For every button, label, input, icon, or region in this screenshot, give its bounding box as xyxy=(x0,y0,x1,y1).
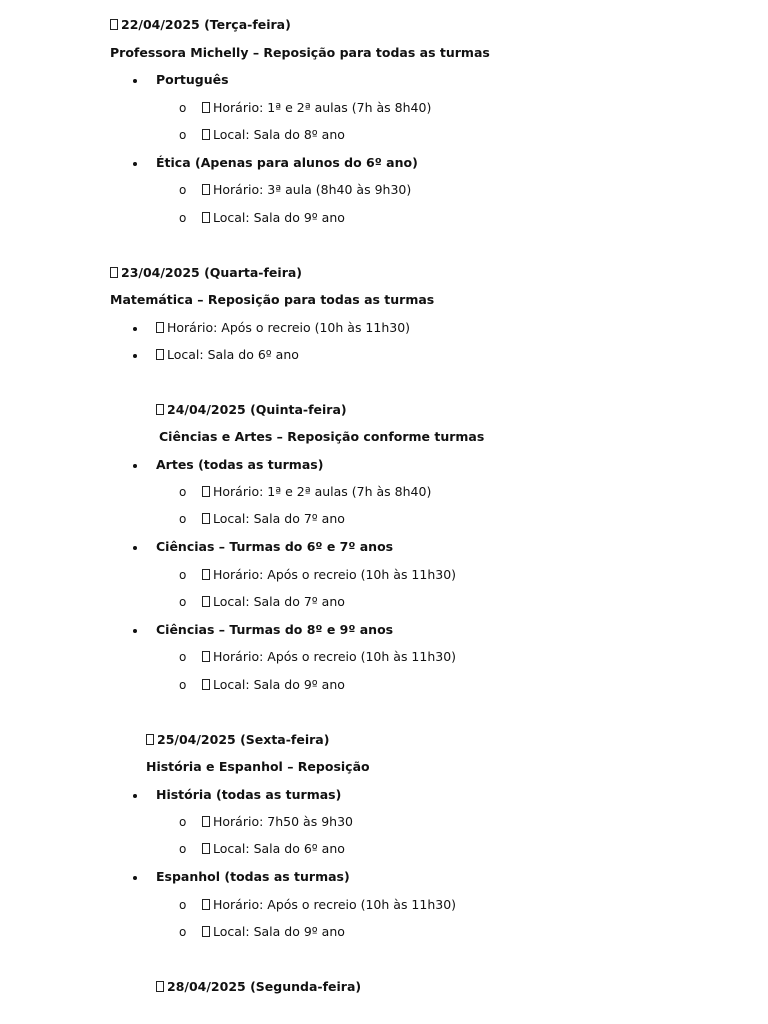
schedule-time xyxy=(156,320,410,336)
clock-icon xyxy=(202,651,210,662)
location-icon xyxy=(202,679,210,690)
subject-title: História (todas as turmas) xyxy=(156,787,342,802)
schedule-place xyxy=(202,677,345,693)
location-icon xyxy=(156,349,164,360)
bullet-circle: o xyxy=(179,842,187,856)
schedule-place xyxy=(202,127,345,143)
schedule-time xyxy=(202,649,456,665)
schedule-time-text: Horário: 1ª e 2ª aulas (7h às 8h40) xyxy=(213,100,432,115)
schedule-place-text: Local: Sala do 7º ano xyxy=(213,511,345,526)
bullet-disc xyxy=(133,622,137,638)
location-icon xyxy=(202,596,210,607)
date-heading-text: 28/04/2025 (Segunda-feira) xyxy=(167,979,362,994)
schedule-place xyxy=(202,210,345,226)
schedule-time xyxy=(202,484,431,500)
schedule-place-text: Local: Sala do 8º ano xyxy=(213,127,345,142)
schedule-time xyxy=(202,814,353,830)
date-heading xyxy=(146,732,329,748)
clock-icon xyxy=(202,899,210,910)
schedule-place xyxy=(202,594,345,610)
date-heading xyxy=(110,265,302,281)
schedule-place-text: Local: Sala do 9º ano xyxy=(213,924,345,939)
schedule-time xyxy=(202,182,411,198)
subject-title: Espanhol (todas as turmas) xyxy=(156,869,350,884)
clock-icon xyxy=(202,486,210,497)
calendar-icon xyxy=(110,267,118,278)
schedule-time-text: Horário: Após o recreio (10h às 11h30) xyxy=(213,897,457,912)
location-icon xyxy=(202,926,210,937)
clock-icon xyxy=(156,322,164,333)
bullet-disc xyxy=(133,539,137,555)
date-heading-text: 22/04/2025 (Terça-feira) xyxy=(121,17,291,32)
schedule-place xyxy=(202,924,345,940)
schedule-place-text: Local: Sala do 9º ano xyxy=(213,210,345,225)
bullet-circle: o xyxy=(179,485,187,499)
bullet-circle: o xyxy=(179,128,187,142)
subject-title: Português xyxy=(156,72,229,87)
bullet-circle: o xyxy=(179,183,187,197)
bullet-disc xyxy=(133,155,137,171)
date-heading-text: 25/04/2025 (Sexta-feira) xyxy=(157,732,330,747)
bullet-disc xyxy=(133,457,137,473)
clock-icon xyxy=(202,102,210,113)
bullet-disc xyxy=(133,869,137,885)
bullet-circle: o xyxy=(179,815,187,829)
bullet-circle: o xyxy=(179,512,187,526)
schedule-time-text: Horário: Após o recreio (10h às 11h30) xyxy=(213,567,457,582)
section-subtitle: Ciências e Artes – Reposição conforme turmas xyxy=(159,429,485,444)
location-icon xyxy=(202,129,210,140)
schedule-time xyxy=(202,897,456,913)
calendar-icon xyxy=(146,734,154,745)
bullet-disc xyxy=(133,72,137,88)
date-heading-text: 23/04/2025 (Quarta-feira) xyxy=(121,265,303,280)
section-subtitle: Matemática – Reposição para todas as turmas xyxy=(110,292,435,307)
date-heading-text: 24/04/2025 (Quinta-feira) xyxy=(167,402,347,417)
subject-title: Ciências – Turmas do 6º e 7º anos xyxy=(156,539,394,554)
clock-icon xyxy=(202,816,210,827)
subject-title: Ética (Apenas para alunos do 6º ano) xyxy=(156,155,418,170)
schedule-time-text: Horário: 3ª aula (8h40 às 9h30) xyxy=(213,182,412,197)
bullet-circle: o xyxy=(179,678,187,692)
calendar-icon xyxy=(156,404,164,415)
subject-title: Artes (todas as turmas) xyxy=(156,457,324,472)
section-subtitle: História e Espanhol – Reposição xyxy=(146,759,370,774)
schedule-time-text: Horário: Após o recreio (10h às 11h30) xyxy=(167,320,411,335)
section-subtitle: Professora Michelly – Reposição para todas as turmas xyxy=(110,45,490,60)
subject-title: Ciências – Turmas do 8º e 9º anos xyxy=(156,622,394,637)
location-icon xyxy=(202,212,210,223)
location-icon xyxy=(202,513,210,524)
date-heading xyxy=(156,979,361,995)
schedule-time xyxy=(202,567,456,583)
schedule-time-text: Horário: Após o recreio (10h às 11h30) xyxy=(213,649,457,664)
bullet-disc xyxy=(133,320,137,336)
schedule-place xyxy=(156,347,299,363)
schedule-place xyxy=(202,841,345,857)
bullet-circle: o xyxy=(179,101,187,115)
calendar-icon xyxy=(110,19,118,30)
bullet-circle: o xyxy=(179,595,187,609)
schedule-place-text: Local: Sala do 7º ano xyxy=(213,594,345,609)
bullet-disc xyxy=(133,787,137,803)
bullet-circle: o xyxy=(179,925,187,939)
bullet-circle: o xyxy=(179,898,187,912)
date-heading xyxy=(156,402,347,418)
date-heading xyxy=(110,17,291,33)
calendar-icon xyxy=(156,981,164,992)
bullet-disc xyxy=(133,347,137,363)
schedule-place-text: Local: Sala do 6º ano xyxy=(167,347,299,362)
schedule-place-text: Local: Sala do 6º ano xyxy=(213,841,345,856)
schedule-time-text: Horário: 1ª e 2ª aulas (7h às 8h40) xyxy=(213,484,432,499)
location-icon xyxy=(202,843,210,854)
clock-icon xyxy=(202,569,210,580)
bullet-circle: o xyxy=(179,650,187,664)
schedule-place xyxy=(202,511,345,527)
schedule-place-text: Local: Sala do 9º ano xyxy=(213,677,345,692)
schedule-time xyxy=(202,100,431,116)
schedule-time-text: Horário: 7h50 às 9h30 xyxy=(213,814,353,829)
clock-icon xyxy=(202,184,210,195)
bullet-circle: o xyxy=(179,211,187,225)
bullet-circle: o xyxy=(179,568,187,582)
